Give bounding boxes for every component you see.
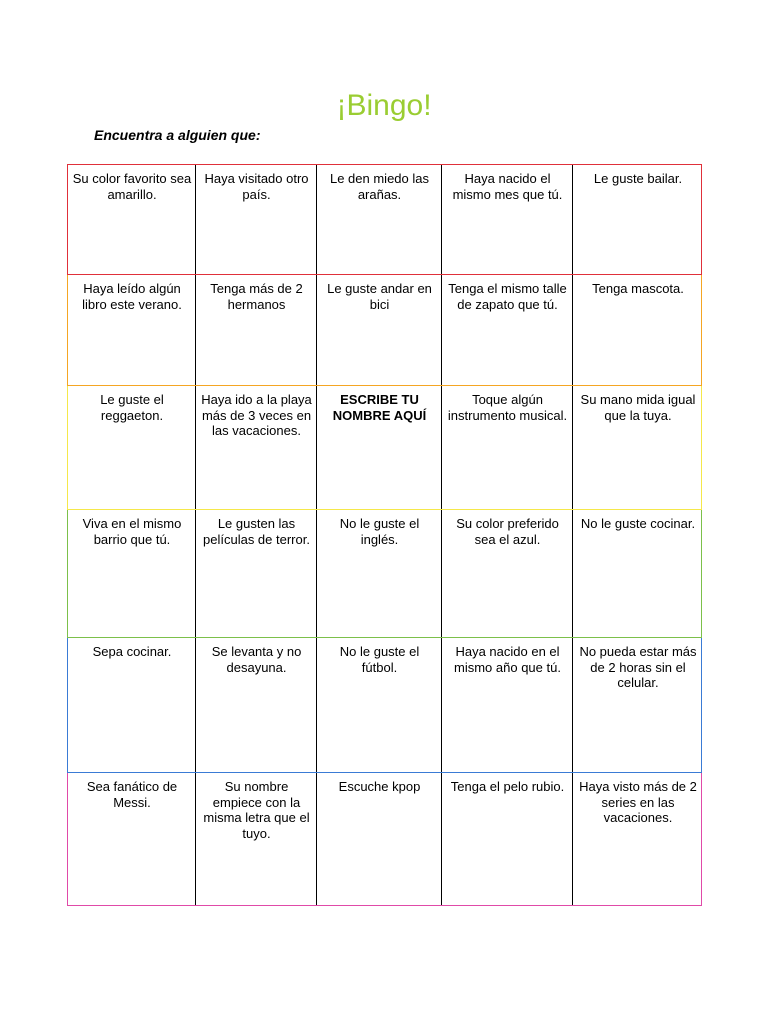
page-subtitle: Encuentra a alguien que: bbox=[94, 127, 261, 143]
bingo-cell[interactable]: Haya nacido el mismo mes que tú. bbox=[452, 171, 563, 202]
column-divider bbox=[572, 638, 573, 772]
bingo-cell[interactable]: Tenga mascota. bbox=[592, 281, 684, 296]
bingo-cell[interactable]: Le gusten las películas de terror. bbox=[203, 516, 310, 547]
bingo-cell[interactable]: Haya visitado otro país. bbox=[204, 171, 309, 202]
bingo-cell[interactable]: Le den miedo las arañas. bbox=[329, 171, 429, 202]
bingo-cell[interactable]: No le guste el inglés. bbox=[339, 516, 420, 547]
column-divider bbox=[441, 773, 442, 905]
bingo-cell[interactable]: Haya leído algún libro este verano. bbox=[82, 281, 182, 312]
bingo-cell[interactable]: Haya visto más de 2 series en las vacaciones. bbox=[579, 779, 697, 825]
column-divider bbox=[316, 165, 317, 274]
column-divider bbox=[316, 386, 317, 509]
bingo-row bbox=[67, 509, 702, 638]
column-divider bbox=[195, 275, 196, 385]
bingo-cell[interactable]: Le guste andar en bici bbox=[327, 281, 432, 312]
bingo-cell[interactable]: Se levanta y no desayuna. bbox=[211, 644, 302, 675]
bingo-cell[interactable]: Tenga el pelo rubio. bbox=[450, 779, 565, 794]
bingo-cell[interactable]: Escuche kpop bbox=[338, 779, 421, 794]
column-divider bbox=[441, 386, 442, 509]
column-divider bbox=[195, 773, 196, 905]
bingo-cell[interactable]: Le guste bailar. bbox=[593, 171, 683, 186]
column-divider bbox=[572, 386, 573, 509]
column-divider bbox=[316, 773, 317, 905]
column-divider bbox=[195, 165, 196, 274]
free-space-cell[interactable]: ESCRIBE TU NOMBRE AQUÍ bbox=[332, 392, 427, 423]
column-divider bbox=[572, 275, 573, 385]
page-title: ¡Bingo! bbox=[336, 89, 432, 122]
column-divider bbox=[441, 638, 442, 772]
bingo-cell[interactable]: Toque algún instrumento musical. bbox=[447, 392, 568, 423]
column-divider bbox=[572, 510, 573, 637]
bingo-cell[interactable]: Le guste el reggaeton. bbox=[100, 392, 164, 423]
bingo-cell[interactable]: No pueda estar más de 2 horas sin el celular. bbox=[579, 644, 697, 690]
bingo-cell[interactable]: Su mano mida igual que la tuya. bbox=[580, 392, 696, 423]
bingo-cell[interactable]: Haya nacido en el mismo año que tú. bbox=[454, 644, 561, 675]
bingo-row bbox=[67, 637, 702, 773]
column-divider bbox=[441, 510, 442, 637]
bingo-row bbox=[67, 274, 702, 386]
bingo-cell[interactable]: Viva en el mismo barrio que tú. bbox=[82, 516, 182, 547]
bingo-row bbox=[67, 164, 702, 275]
column-divider bbox=[316, 510, 317, 637]
bingo-cell[interactable]: Sepa cocinar. bbox=[92, 644, 172, 659]
column-divider bbox=[572, 165, 573, 274]
column-divider bbox=[572, 773, 573, 905]
bingo-row bbox=[67, 385, 702, 510]
bingo-cell[interactable]: No le guste el fútbol. bbox=[339, 644, 420, 675]
bingo-cell[interactable]: No le guste cocinar. bbox=[580, 516, 696, 531]
bingo-cell[interactable]: Haya ido a la playa más de 3 veces en las vacaciones. bbox=[201, 392, 312, 438]
column-divider bbox=[195, 510, 196, 637]
column-divider bbox=[316, 275, 317, 385]
bingo-cell[interactable]: Su color preferido sea el azul. bbox=[456, 516, 559, 547]
bingo-cell[interactable]: Tenga el mismo talle de zapato que tú. bbox=[448, 281, 567, 312]
bingo-cell[interactable]: Sea fanático de Messi. bbox=[86, 779, 178, 810]
column-divider bbox=[195, 386, 196, 509]
column-divider bbox=[441, 165, 442, 274]
column-divider bbox=[195, 638, 196, 772]
bingo-cell[interactable]: Su nombre empiece con la misma letra que el tuyo. bbox=[203, 779, 310, 841]
bingo-cell[interactable]: Tenga más de 2 hermanos bbox=[210, 281, 303, 312]
column-divider bbox=[441, 275, 442, 385]
bingo-cell[interactable]: Su color favorito sea amarillo. bbox=[72, 171, 192, 202]
bingo-row bbox=[67, 772, 702, 906]
column-divider bbox=[316, 638, 317, 772]
